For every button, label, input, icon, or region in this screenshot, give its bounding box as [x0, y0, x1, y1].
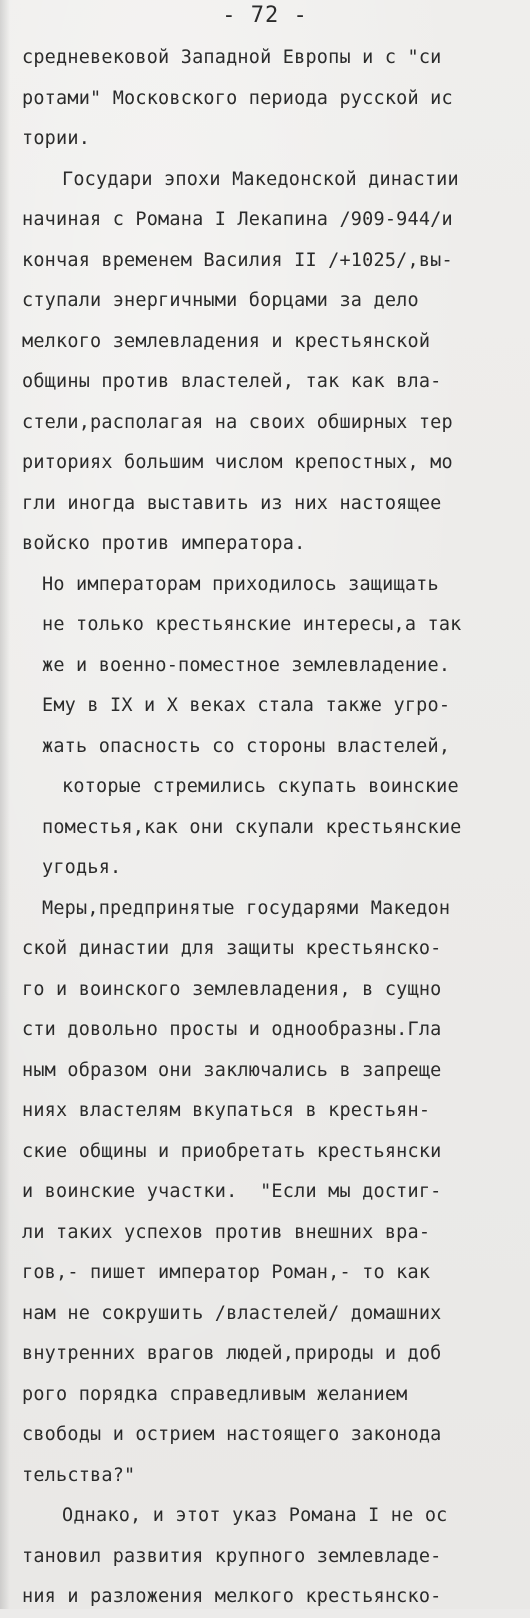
- text-line: начиная с Романа I Лекапина /909-944/и: [22, 209, 453, 230]
- text-line: тории.: [22, 128, 91, 149]
- text-line: поместья,как они скупали крестьянские: [42, 816, 462, 838]
- text-line: ские общины и приобретать крестьянски: [22, 1140, 442, 1162]
- text-line: внутренних врагов людей,природы и доб: [22, 1343, 442, 1364]
- text-line: гли иногда выставить из них настоящее: [22, 492, 442, 514]
- text-line: ступали энергичными борцами за дело: [22, 290, 419, 311]
- text-line: средневековой Западной Европы и с "си: [22, 47, 442, 68]
- text-line: ли таких успехов против внешних вра-: [22, 1221, 431, 1243]
- paragraph-start-line: Но императорам приходилось защищать: [42, 573, 439, 595]
- text-line: ниях властелям вкупаться в крестьян-: [22, 1100, 431, 1121]
- paragraph-start-line: Меры,предпринятые государями Македон: [42, 897, 451, 919]
- text-line: Ему в IX и X веках стала также угро-: [42, 695, 451, 716]
- text-line: ротами" Московского периода русской ис: [22, 87, 453, 109]
- text-line: риториях большим числом крепостных, мо: [22, 452, 453, 473]
- text-line: кончая временем Василия II /+1025/,вы-: [22, 249, 453, 271]
- text-line: общины против властелей, так как вла-: [22, 371, 442, 392]
- text-line: мелкого землевладения и крестьянской: [22, 330, 431, 352]
- paragraph-start-line: Однако, и этот указ Романа I не ос: [62, 1505, 448, 1526]
- text-line: которые стремились скупать воинские: [62, 776, 459, 797]
- text-line: сти довольно просты и однообразны.Гла: [22, 1019, 442, 1040]
- body-text: [0, 38, 530, 1618]
- text-line: и воинские участки. "Если мы достиг-: [22, 1181, 442, 1202]
- text-line: войско против императора.: [22, 533, 306, 554]
- text-line: ской династии для защиты крестьянско-: [22, 938, 442, 959]
- text-line: жать опасность со стороны властелей,: [42, 735, 451, 757]
- page-number: - 72 -: [222, 3, 308, 28]
- text-line: ния и разложения мелкого крестьянско-: [22, 1586, 442, 1607]
- text-line: же и военно-поместное землевладение.: [42, 654, 451, 676]
- paragraph-start-line: Государи эпохи Македонской династии: [62, 168, 459, 190]
- text-line: тельства?": [22, 1464, 136, 1486]
- text-line: рого порядка справедливым желанием: [22, 1383, 408, 1405]
- text-line: гов,- пишет император Роман,- то как: [22, 1262, 431, 1283]
- text-line: нам не сокрушить /властелей/ домашних: [22, 1302, 442, 1324]
- text-line: не только крестьянские интересы,а так: [42, 614, 462, 635]
- text-line: угодья.: [42, 857, 122, 878]
- text-line: стели,располагая на своих обширных тер: [22, 411, 453, 433]
- text-line: свободы и острием настоящего законода: [22, 1424, 442, 1445]
- text-line: тановил развития крупного землевладе-: [22, 1545, 442, 1567]
- text-line: го и воинского землевладения, в сущно: [22, 978, 442, 1000]
- text-line: ным образом они заключались в запреще: [22, 1059, 442, 1081]
